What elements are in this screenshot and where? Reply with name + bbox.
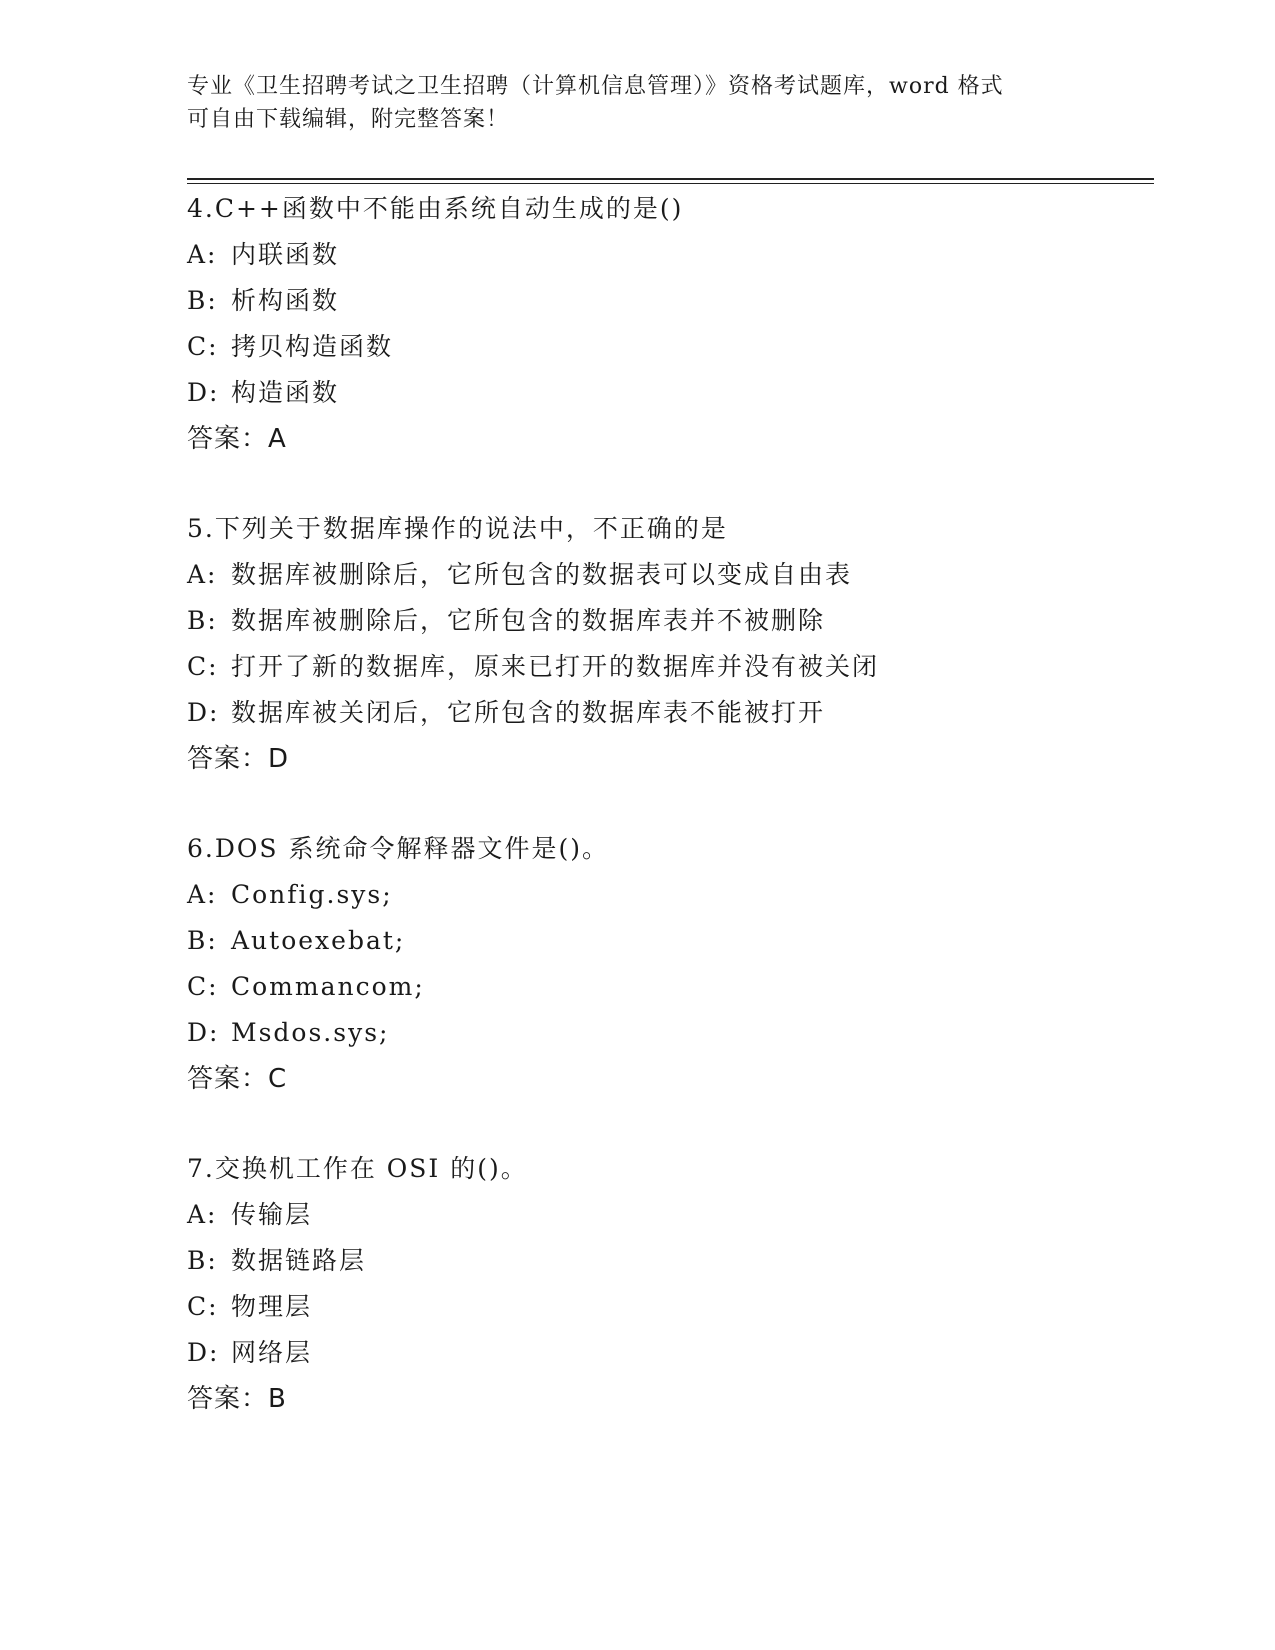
option-key: D: (187, 1338, 220, 1367)
option-text: Commancom; (231, 972, 425, 1001)
header-divider-thin (187, 183, 1154, 184)
option-text: Msdos.sys; (231, 1018, 390, 1047)
question-text: 4.C++函数中不能由系统自动生成的是() (187, 194, 684, 223)
option-d (187, 690, 1147, 736)
option-text: 拷贝构造函数 (231, 332, 394, 361)
option-d (187, 1010, 1147, 1056)
option-text: Config.sys; (231, 880, 393, 909)
option-key: B: (187, 606, 218, 635)
option-text: 传输层 (231, 1200, 313, 1229)
option-key: D: (187, 378, 220, 407)
header-line-1: 专业《卫生招聘考试之卫生招聘（计算机信息管理）》资格考试题库，word 格式 (187, 74, 1004, 99)
option-b (187, 918, 1147, 964)
option-key: B: (187, 1246, 218, 1275)
option-b (187, 1238, 1147, 1284)
option-a (187, 1192, 1147, 1238)
question-block (187, 826, 1147, 1102)
option-text: 网络层 (231, 1338, 313, 1367)
header-divider-thick (187, 178, 1154, 180)
header-line-2: 可自由下载编辑，附完整答案！ (187, 107, 510, 132)
option-key: C: (187, 332, 219, 361)
answer-text: 答案：A (187, 424, 287, 454)
question-block (187, 1146, 1147, 1422)
option-text: 内联函数 (231, 240, 340, 269)
option-key: C: (187, 972, 219, 1001)
option-d (187, 1330, 1147, 1376)
option-text: 数据库被删除后，它所包含的数据库表并不被删除 (231, 606, 826, 635)
option-key: D: (187, 1018, 220, 1047)
question-block (187, 506, 1147, 782)
question-text: 5.下列关于数据库操作的说法中，不正确的是 (187, 514, 728, 543)
option-d (187, 370, 1147, 416)
option-b (187, 598, 1147, 644)
question-text: 6.DOS 系统命令解释器文件是()。 (187, 834, 609, 863)
option-text: 构造函数 (231, 378, 340, 407)
option-text: 物理层 (231, 1292, 313, 1321)
document-header (187, 70, 1087, 136)
option-a (187, 552, 1147, 598)
option-text: 数据库被删除后，它所包含的数据表可以变成自由表 (231, 560, 853, 589)
option-c (187, 644, 1147, 690)
option-c (187, 964, 1147, 1010)
option-text: 析构函数 (231, 286, 340, 315)
option-key: A: (187, 560, 218, 589)
option-key: A: (187, 1200, 218, 1229)
option-key: A: (187, 880, 218, 909)
option-c (187, 324, 1147, 370)
option-a (187, 872, 1147, 918)
option-text: 数据库被关闭后，它所包含的数据库表不能被打开 (231, 698, 826, 727)
answer-text: 答案：D (187, 744, 290, 774)
option-b (187, 278, 1147, 324)
option-text: 数据链路层 (231, 1246, 367, 1275)
option-text: Autoexebat; (231, 926, 406, 955)
option-key: B: (187, 286, 218, 315)
option-key: A: (187, 240, 218, 269)
option-c (187, 1284, 1147, 1330)
answer-text: 答案：B (187, 1384, 287, 1414)
option-key: B: (187, 926, 218, 955)
option-key: D: (187, 698, 220, 727)
option-a (187, 232, 1147, 278)
answer-text: 答案：C (187, 1064, 288, 1094)
question-text: 7.交换机工作在 OSI 的()。 (187, 1154, 528, 1183)
option-key: C: (187, 1292, 219, 1321)
option-key: C: (187, 652, 219, 681)
option-text: 打开了新的数据库，原来已打开的数据库并没有被关闭 (231, 652, 880, 681)
question-block (187, 186, 1147, 462)
